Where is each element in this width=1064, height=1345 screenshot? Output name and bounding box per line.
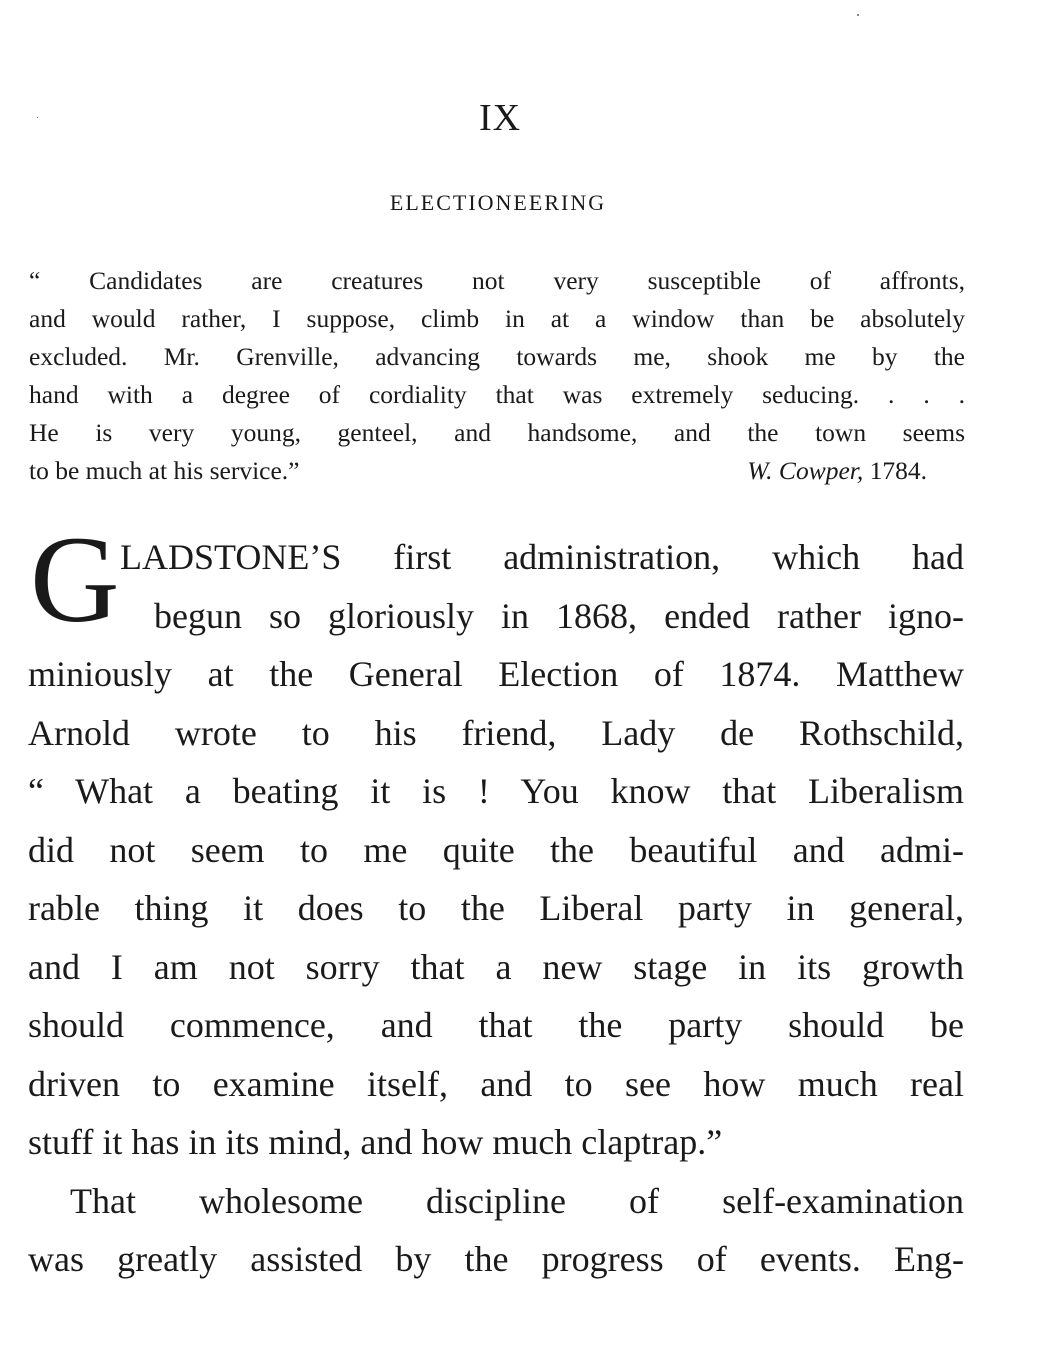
body-line: was greatly assisted by the progress of events. Eng- xyxy=(28,1239,964,1279)
epigraph-attribution xyxy=(747,452,927,490)
body-line: begun so gloriously in 1868, ended rather igno- xyxy=(154,595,964,636)
epigraph-line: to be much at his service.” xyxy=(29,456,300,485)
body-text xyxy=(28,511,964,1289)
chapter-title: ELECTIONEERING xyxy=(389,190,607,215)
body-line: should commence, and that the party should be xyxy=(28,1005,964,1045)
paper-speck xyxy=(857,14,859,16)
epigraph-line: hand with a degree of cordiality that was extremely seducing. . . . xyxy=(29,380,965,409)
body-line: Arnold wrote to his friend, Lady de Rothschild, xyxy=(28,712,964,753)
body-line: miniously at the General Election of 1874. Matthew xyxy=(28,654,964,694)
epigraph-last-line xyxy=(29,452,965,490)
epigraph-year: 1784. xyxy=(869,456,927,485)
epigraph xyxy=(29,262,965,490)
body-line: That wholesome discipline of self-examination xyxy=(70,1180,964,1221)
body-line: did not seem to me quite the beautiful and admi- xyxy=(28,829,964,870)
body-line: LADSTONE’S first administration, which had xyxy=(120,537,964,577)
body-line: and I am not sorry that a new stage in its growth xyxy=(28,946,964,987)
epigraph-line: He is very young, genteel, and handsome, and the town seems xyxy=(29,418,965,447)
epigraph-line: excluded. Mr. Grenville, advancing towards me, shook me by the xyxy=(29,342,965,371)
body-line: stuff it has in its mind, and how much claptrap.” xyxy=(28,1122,723,1162)
epigraph-author: W. Cowper, xyxy=(747,456,864,485)
chapter-number: IX xyxy=(478,97,522,139)
body-line: rable thing it does to the Liberal party in general, xyxy=(28,888,964,928)
epigraph-line: and would rather, I suppose, climb in at a window than be absolutely xyxy=(29,304,965,333)
body-line: “ What a beating it is ! You know that Liberalism xyxy=(28,771,964,811)
body-line: driven to examine itself, and to see how much real xyxy=(28,1063,964,1104)
paper-speck xyxy=(37,117,38,118)
drop-cap: G xyxy=(30,511,120,648)
epigraph-line: “ Candidates are creatures not very susceptible of affronts, xyxy=(29,266,965,295)
